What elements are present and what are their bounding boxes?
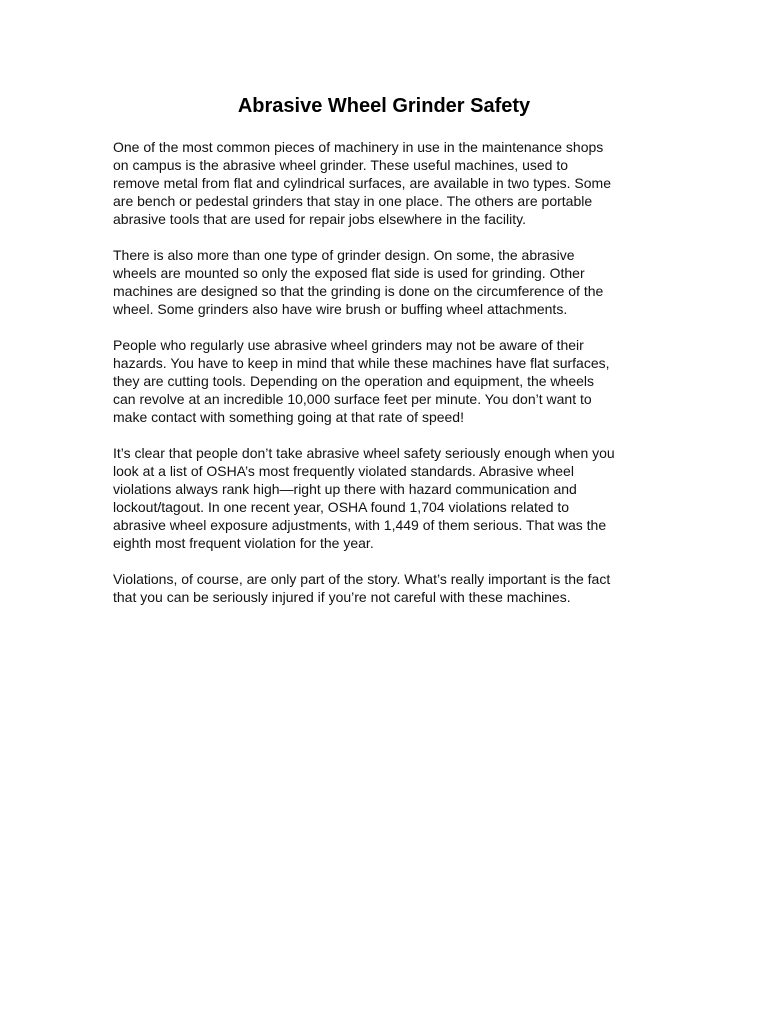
paragraph-3: People who regularly use abrasive wheel grinders may not be aware of their hazards. You have to keep in mind that while these machines have flat surfaces, they are cutting tools. Depending on the operation and equipment, the wheels can revolve at an incredible 10,000 surface feet per minute. You don’t want to make contact with something going at that rate of speed! (113, 337, 610, 425)
document-body (113, 138, 643, 606)
paragraph-5: Violations, of course, are only part of the story. What’s really important is the fact that you can be seriously injured if you’re not careful with these machines. (113, 571, 611, 605)
paragraph-4: It’s clear that people don’t take abrasive wheel safety seriously enough when you look at a list of OSHA’s most frequently violated standards. Abrasive wheel violations always rank high—right up there with hazard communication and lockout/tagout. In one recent year, OSHA found 1,704 violations related to abrasive wheel exposure adjustments, with 1,449 of them serious. That was the eighth most frequent violation for the year. (113, 445, 615, 551)
paragraph-2: There is also more than one type of grinder design. On some, the abrasive wheels are mounted so only the exposed flat side is used for grinding. Other machines are designed so that the grinding is done on the circumference of the wheel. Some grinders also have wire brush or buffing wheel attachments. (113, 247, 604, 317)
paragraph-1: One of the most common pieces of machinery in use in the maintenance shops on campus is the abrasive wheel grinder. These useful machines, used to remove metal from flat and cylindrical surfaces, are available in two types. Some are bench or pedestal grinders that stay in one place. The others are portable abrasive tools that are used for repair jobs elsewhere in the facility. (113, 139, 611, 227)
document-title: Abrasive Wheel Grinder Safety (237, 95, 531, 117)
